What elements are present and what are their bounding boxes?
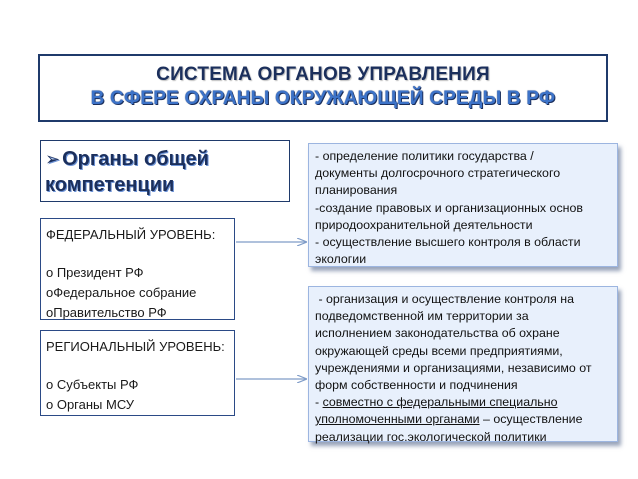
regional-function-line: подведомственной им территории за: [315, 309, 529, 324]
title-line-2: В СФЕРЕ ОХРАНЫ ОКРУЖАЮЩЕЙ СРЕДЫ В РФ: [90, 88, 556, 109]
federal-function-line: -создание правовых и организационных основ: [315, 200, 583, 215]
regional-item: o Субъекты РФ: [46, 377, 139, 392]
organs-heading-line-2: компетенции: [45, 174, 175, 196]
regional-function-line: исполнением законодательства об охране: [315, 326, 560, 341]
regional-level-heading: РЕГИОНАЛЬНЫЙ УРОВЕНЬ:: [46, 339, 225, 354]
federal-item: oПравительство РФ: [46, 305, 167, 320]
federal-function-line: - определение политики государства /: [315, 149, 534, 163]
line-rest: – осуществление: [479, 412, 583, 427]
federal-level-heading: ФЕДЕРАЛЬНЫЙ УРОВЕНЬ:: [46, 227, 216, 242]
regional-function-line: окружающей среды всеми предприятиями,: [315, 343, 563, 358]
regional-function-line: учреждениями и организациями, независимо от: [315, 360, 592, 375]
federal-function-line: планирования: [315, 183, 398, 198]
regional-function-line: - организация и осуществление контроля на: [315, 292, 575, 306]
federal-item: oФедеральное собрание: [46, 285, 197, 300]
federal-function-line: экологии: [315, 252, 367, 267]
title-line-1: СИСТЕМА ОРГАНОВ УПРАВЛЕНИЯ: [156, 64, 490, 85]
regional-function-line: форм собственности и подчинения: [315, 378, 518, 393]
federal-function-line: - осуществление высшего контроля в области: [315, 235, 581, 250]
underlined-phrase: совместно с федеральными специально: [322, 395, 558, 410]
federal-item: o Президент РФ: [46, 265, 144, 280]
organs-heading-line-1: Органы общей: [62, 148, 209, 170]
federal-function-line: документы долгосрочного стратегического: [315, 166, 561, 181]
federal-function-line: природоохранительной деятельности: [315, 217, 533, 232]
regional-function-line: реализации гос.экологической политики: [315, 429, 547, 444]
regional-item: o Органы МСУ: [46, 397, 135, 412]
arrow-bullet-icon: ➢: [45, 149, 61, 169]
line-prefix: -: [315, 395, 323, 410]
underlined-phrase: уполномоченными органами: [315, 412, 480, 427]
